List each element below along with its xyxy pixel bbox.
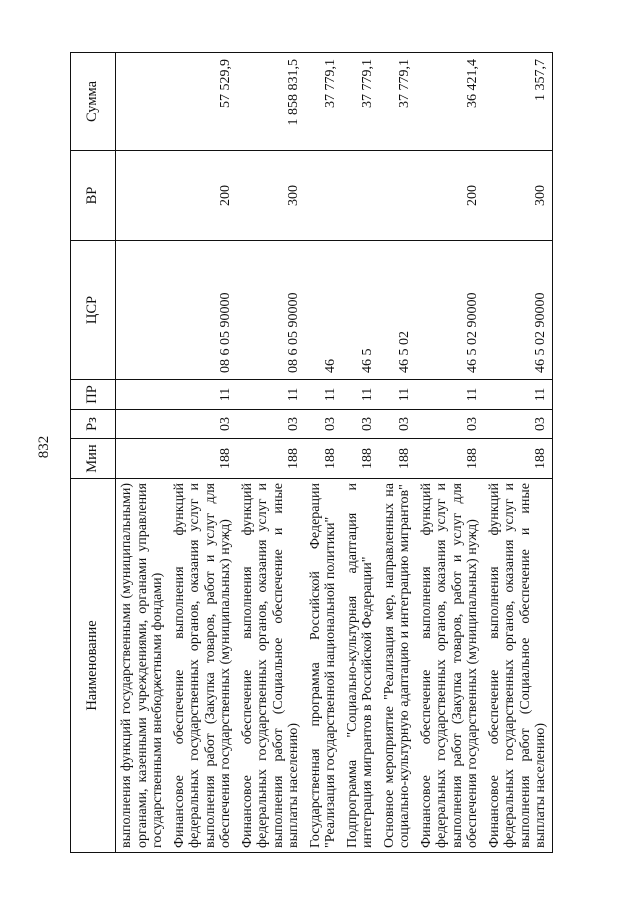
row-vr: [379, 150, 416, 240]
row-rz: 03: [484, 409, 553, 438]
row-name: Финансовое обеспечение выполнения функций федеральных государственных органов, оказания услуг и выполнения работ (Социальное обеспечение и иные выплаты населению): [484, 478, 553, 852]
page-number: 832: [36, 435, 52, 459]
row-sum: 1 858 831,5: [237, 52, 305, 150]
row-vr: [305, 150, 342, 240]
row-name: выполнения функций государственными (муниципальными) органами, казенными учреждениями, органами управления государственными внебюджетными фондами): [116, 478, 169, 852]
row-vr: [116, 150, 169, 240]
row-sum: 36 421,4: [416, 52, 484, 150]
row-name: Финансовое обеспечение выполнения функций федеральных государственных органов, оказания услуг и выполнения работ (Социальное обеспечение и иные выплаты населению): [237, 478, 305, 852]
row-vr: 300: [237, 150, 305, 240]
row-min: 188: [305, 438, 342, 478]
row-csr: [116, 240, 169, 379]
table-body: [116, 52, 553, 852]
rotated-page-content: [70, 53, 570, 853]
row-name: Финансовое обеспечение выполнения функций федеральных государственных органов, оказания услуг и выполнения работ (Закупка товаров, работ и услуг для обеспечения государственных (муниципальных) нужд): [416, 478, 484, 852]
table-row: [237, 52, 305, 852]
row-vr: 300: [484, 150, 553, 240]
row-name: Государственная программа Российской Федерации "Реализация государственной национальной политики": [305, 478, 342, 852]
row-csr: 46 5 02: [379, 240, 416, 379]
row-pr: 11: [305, 379, 342, 409]
row-pr: 11: [484, 379, 553, 409]
row-sum: 37 779,1: [342, 52, 379, 150]
row-pr: [116, 379, 169, 409]
row-name: Подпрограмма "Социально-культурная адаптация и интеграция мигрантов в Российской Федерации": [342, 478, 379, 852]
row-rz: 03: [169, 409, 237, 438]
header-min: Мин: [71, 438, 116, 478]
table-row: [116, 52, 169, 852]
row-vr: 200: [169, 150, 237, 240]
row-name: Основное мероприятие "Реализация мер, направленных на социально-культурную адаптацию и интеграцию мигрантов": [379, 478, 416, 852]
row-min: 188: [484, 438, 553, 478]
row-rz: 03: [416, 409, 484, 438]
row-rz: [116, 409, 169, 438]
header-sum: Сумма: [71, 52, 116, 150]
header-rz: Рз: [71, 409, 116, 438]
row-vr: 200: [416, 150, 484, 240]
row-pr: 11: [342, 379, 379, 409]
row-pr: 11: [169, 379, 237, 409]
table-row: [305, 52, 342, 852]
row-csr: 08 6 05 90000: [169, 240, 237, 379]
table-row: [484, 52, 553, 852]
table-header: [71, 52, 116, 852]
row-min: 188: [379, 438, 416, 478]
row-vr: [342, 150, 379, 240]
row-csr: 46 5 02 90000: [416, 240, 484, 379]
row-rz: 03: [342, 409, 379, 438]
row-sum: 57 529,9: [169, 52, 237, 150]
row-min: 188: [342, 438, 379, 478]
row-min: 188: [237, 438, 305, 478]
row-min: [116, 438, 169, 478]
header-vr: ВР: [71, 150, 116, 240]
header-name: Наименование: [71, 478, 116, 852]
row-rz: 03: [237, 409, 305, 438]
row-csr: 08 6 05 90000: [237, 240, 305, 379]
row-pr: 11: [416, 379, 484, 409]
row-sum: 37 779,1: [379, 52, 416, 150]
table-row: [416, 52, 484, 852]
table-row: [169, 52, 237, 852]
budget-table: [70, 52, 553, 853]
row-min: 188: [169, 438, 237, 478]
row-csr: 46 5: [342, 240, 379, 379]
row-rz: 03: [379, 409, 416, 438]
row-pr: 11: [237, 379, 305, 409]
table-row: [342, 52, 379, 852]
table-row: [379, 52, 416, 852]
row-min: 188: [416, 438, 484, 478]
row-sum: 37 779,1: [305, 52, 342, 150]
row-name: Финансовое обеспечение выполнения функций федеральных государственных органов, оказания услуг и выполнения работ (Закупка товаров, работ и услуг для обеспечения государственных (муниципальных) нужд): [169, 478, 237, 852]
row-csr: 46 5 02 90000: [484, 240, 553, 379]
header-csr: ЦСР: [71, 240, 116, 379]
row-pr: 11: [379, 379, 416, 409]
header-pr: ПР: [71, 379, 116, 409]
row-rz: 03: [305, 409, 342, 438]
row-sum: [116, 52, 169, 150]
row-sum: 1 357,7: [484, 52, 553, 150]
row-csr: 46: [305, 240, 342, 379]
